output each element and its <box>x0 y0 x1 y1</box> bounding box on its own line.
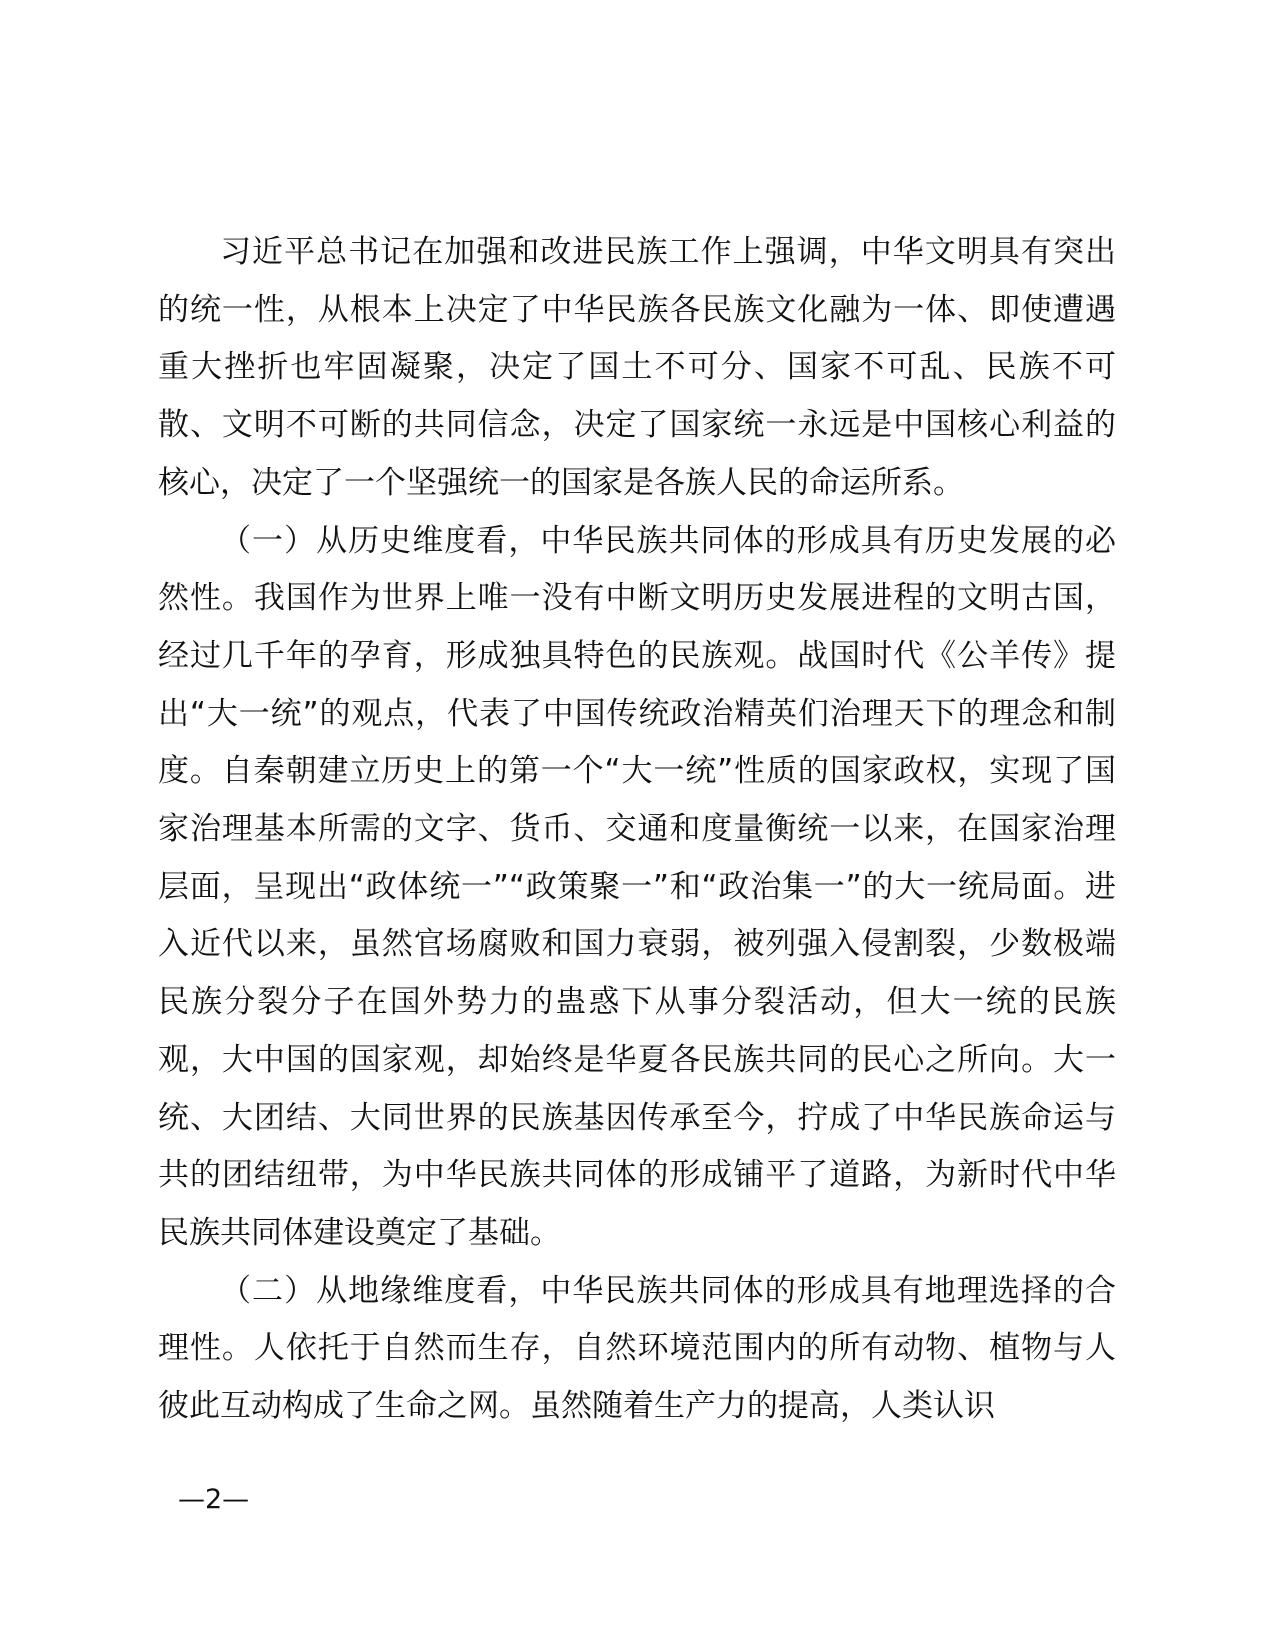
page-number: —2— <box>178 1484 250 1515</box>
paragraph-historical-dimension: （一）从历史维度看，中华民族共同体的形成具有历史发展的必然性。我国作为世界上唯一没有中断文明历史发展进程的文明古国，经过几千年的孕育，形成独具特色的民族观。战国时代《公羊传》提出“大一统”的观点，代表了中国传统政治精英们治理天下的理念和制度。自秦朝建立历史上的第一个“大一统”性质的国家政权，实现了国家治理基本所需的文字、货币、交通和度量衡统一以来，在国家治理层面，呈现出“政体统一”“政策聚一”和“政治集一”的大一统局面。进入近代以来，虽然官场腐败和国力衰弱，被列强入侵割裂，少数极端民族分裂分子在国外势力的蛊惑下从事分裂活动，但大一统的民族观，大中国的国家观，却始终是华夏各民族共同的民心之所向。大一统、大团结、大同世界的民族基因传承至今，拧成了中华民族命运与共的团结纽带，为中华民族共同体的形成铺平了道路，为新时代中华民族共同体建设奠定了基础。 <box>158 522 1116 1251</box>
body-text <box>158 224 1116 1436</box>
paragraph-geographic-dimension: （二）从地缘维度看，中华民族共同体的形成具有地理选择的合理性。人依托于自然而生存，自然环境范围内的所有动物、植物与人彼此互动构成了生命之网。虽然随着生产力的提高，人类认识 <box>158 1272 1116 1425</box>
paragraph-intro: 习近平总书记在加强和改进民族工作上强调，中华文明具有突出的统一性，从根本上决定了中华民族各民族文化融为一体、即使遭遇重大挫折也牢固凝聚，决定了国土不可分、国家不可乱、民族不可散、文明不可断的共同信念，决定了国家统一永远是中国核心利益的核心，决定了一个坚强统一的国家是各族人民的命运所系。 <box>158 234 1116 501</box>
